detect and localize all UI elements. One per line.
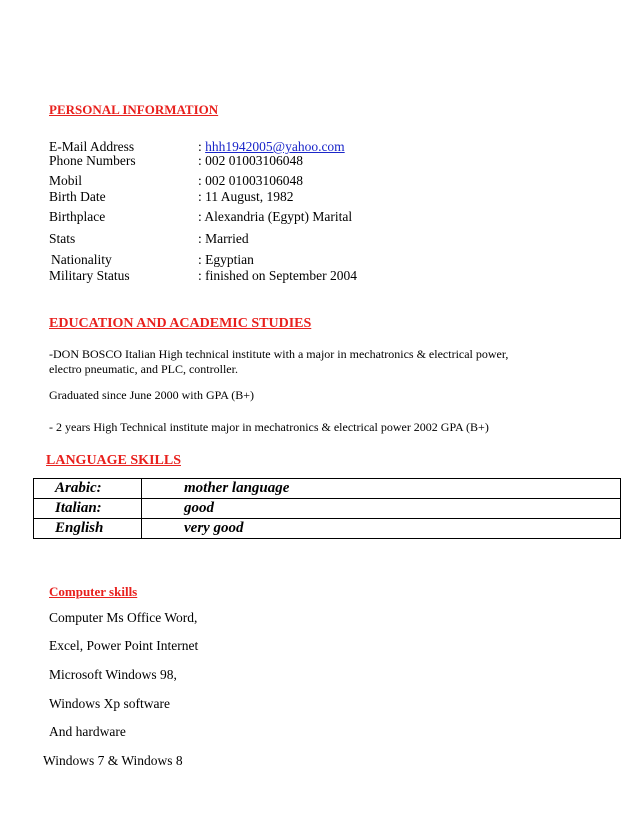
email-link[interactable]: hhh1942005@yahoo.com	[205, 139, 345, 154]
phone-label: Phone Numbers	[49, 153, 136, 168]
nationality-label: Nationality	[51, 252, 112, 267]
computer-skills-heading: Computer skills	[49, 584, 138, 599]
birth-date-label: Birth Date	[49, 189, 106, 204]
email-label: E-Mail Address	[49, 139, 135, 154]
language-level: good	[142, 499, 621, 519]
phone-value: : 002 01003106048	[198, 153, 304, 168]
education-line-3: - 2 years High Technical institute major in mechatronics & electrical power 2002 GPA (B+)	[49, 420, 489, 434]
language-name: English	[34, 519, 142, 539]
mobil-label: Mobil	[49, 173, 83, 188]
computer-skill-line: Excel, Power Point Internet	[49, 638, 199, 653]
email-separator: :	[198, 139, 206, 154]
language-name: Arabic:	[34, 479, 142, 499]
education-line-2: Graduated since June 2000 with GPA (B+)	[49, 388, 254, 402]
birthplace-label: Birthplace	[49, 209, 106, 224]
education-heading: EDUCATION AND ACADEMIC STUDIES	[49, 316, 312, 331]
military-status-label: Military Status	[49, 268, 130, 283]
computer-skill-line: Windows Xp software	[49, 696, 170, 711]
computer-skill-line: Microsoft Windows 98,	[49, 667, 177, 682]
language-row	[34, 499, 621, 519]
language-skills-heading: LANGUAGE SKILLS	[46, 453, 181, 468]
stats-value: : Married	[198, 231, 249, 246]
education-line-1: -DON BOSCO Italian High technical institute with a major in mechatronics & electrical power, electro pneumatic, and PLC, controller.	[49, 347, 509, 376]
military-status-value: : finished on September 2004	[198, 268, 357, 283]
language-row	[34, 479, 621, 499]
stats-label: Stats	[49, 231, 76, 246]
computer-skill-line: Windows 7 & Windows 8	[43, 753, 183, 768]
language-table	[33, 478, 621, 539]
personal-information-heading: PERSONAL INFORMATION	[49, 102, 219, 117]
language-level: very good	[142, 519, 621, 539]
language-name: Italian:	[34, 499, 142, 519]
birthplace-value: : Alexandria (Egypt) Marital	[198, 209, 353, 224]
nationality-value: : Egyptian	[198, 252, 254, 267]
mobil-value: : 002 01003106048	[198, 173, 304, 188]
computer-skill-line: Computer Ms Office Word,	[49, 610, 198, 625]
birth-date-value: : 11 August, 1982	[198, 189, 294, 204]
computer-skill-line: And hardware	[49, 724, 126, 739]
language-level: mother language	[142, 479, 621, 499]
language-row	[34, 519, 621, 539]
